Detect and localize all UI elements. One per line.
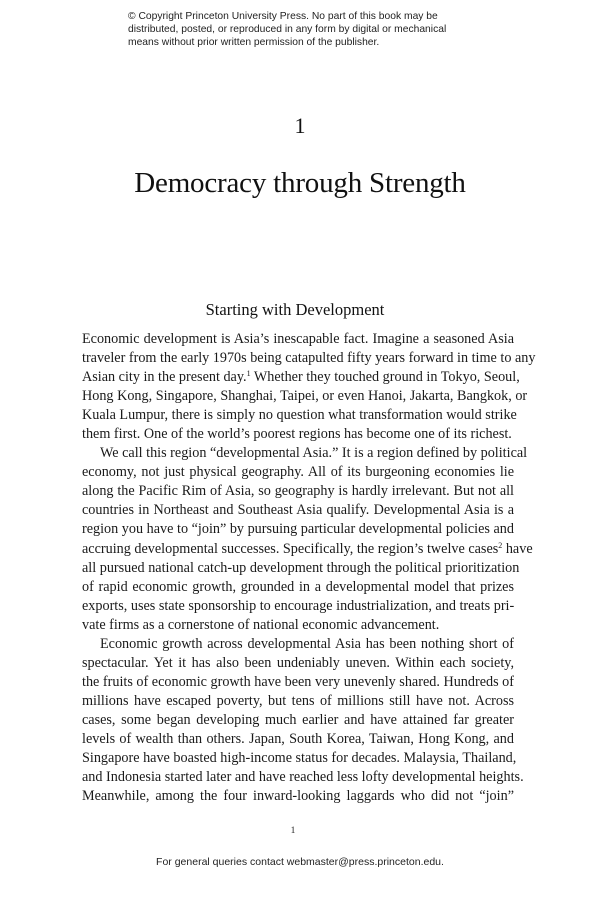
text-line: spectacular. Yet it has also been undeniably uneven. Within each society,: [82, 654, 514, 671]
text-line: economy, not just physical geography. All of its burgeoning economies lie: [82, 464, 514, 481]
chapter-number: 1: [294, 113, 306, 138]
body-text: [82, 330, 536, 806]
text-span: accruing developmental successes. Specifically, the region’s twelve cases: [82, 540, 499, 557]
copyright-notice: [128, 10, 488, 49]
section-heading: Starting with Development: [205, 300, 385, 319]
text-line: [82, 368, 520, 387]
text-line: Hong Kong, Singapore, Shanghai, Taipei, or even Hanoi, Jakarta, Bangkok, or: [82, 388, 528, 405]
copyright-line: distributed, posted, or reproduced in any form by digital or mechanical: [128, 24, 447, 35]
text-line: vate firms as a cornerstone of national economic advancement.: [82, 616, 440, 633]
text-line: Economic growth across developmental Asia has been nothing short of: [100, 635, 514, 652]
chapter-title: Democracy through Strength: [134, 167, 466, 199]
text-line: and Indonesia started later and have reached less lofty developmental heights.: [82, 769, 524, 786]
text-line: region you have to “join” by pursuing particular developmental policies and: [82, 521, 514, 538]
text-line: Economic development is Asia’s inescapable fact. Imagine a seasoned Asia: [82, 331, 514, 347]
text-line: exports, uses state sponsorship to encourage industrialization, and treats pri-: [82, 597, 515, 614]
page-number: 1: [290, 826, 296, 836]
text-line: We call this region “developmental Asia.” It is a region defined by political: [100, 445, 528, 462]
footer-contact: For general queries contact webmaster@press.princeton.edu.: [156, 856, 444, 868]
text-line: all pursued national catch-up development through the political prioritization: [82, 559, 520, 576]
text-line: Kuala Lumpur, there is simply no question what transformation would strike: [82, 407, 517, 424]
text-line: levels of wealth than others. Japan, South Korea, Taiwan, Hong Kong, and: [82, 730, 514, 747]
text-line: traveler from the early 1970s being catapulted fifty years forward in time to any: [82, 350, 536, 367]
text-line: them first. One of the world’s poorest regions has become one of its richest.: [82, 426, 512, 443]
copyright-line: means without prior written permission of the publisher.: [128, 37, 380, 48]
paragraph: [82, 635, 524, 806]
footnote-ref[interactable]: 1: [246, 369, 251, 379]
text-span: Whether they touched ground in Tokyo, Seoul,: [250, 369, 520, 386]
text-line: millions have escaped poverty, but tens of millions still have not. Across: [82, 692, 514, 709]
text-span: Asian city in the present day.: [82, 369, 247, 386]
text-line: along the Pacific Rim of Asia, so geography is hardly irrelevant. But not all: [82, 483, 514, 500]
paragraph: [82, 330, 536, 444]
footnote-ref[interactable]: 2: [498, 540, 503, 550]
copyright-line: © Copyright Princeton University Press. No part of this book may be: [128, 11, 438, 22]
text-line: [82, 540, 533, 559]
text-line: Meanwhile, among the four inward-looking laggards who did not “join”: [82, 788, 514, 805]
text-line: Singapore have boasted high-income status for decades. Malaysia, Thailand,: [82, 750, 517, 767]
paragraph: [82, 444, 533, 634]
text-line: countries in Northeast and Southeast Asia qualify. Developmental Asia is a: [82, 502, 514, 519]
text-line: of rapid economic growth, grounded in a developmental model that prizes: [82, 578, 514, 595]
text-line: the fruits of economic growth have been very unevenly shared. Hundreds of: [82, 673, 514, 690]
text-span: have: [502, 540, 533, 557]
text-line: cases, some began developing much earlier and have attained far greater: [82, 711, 514, 728]
